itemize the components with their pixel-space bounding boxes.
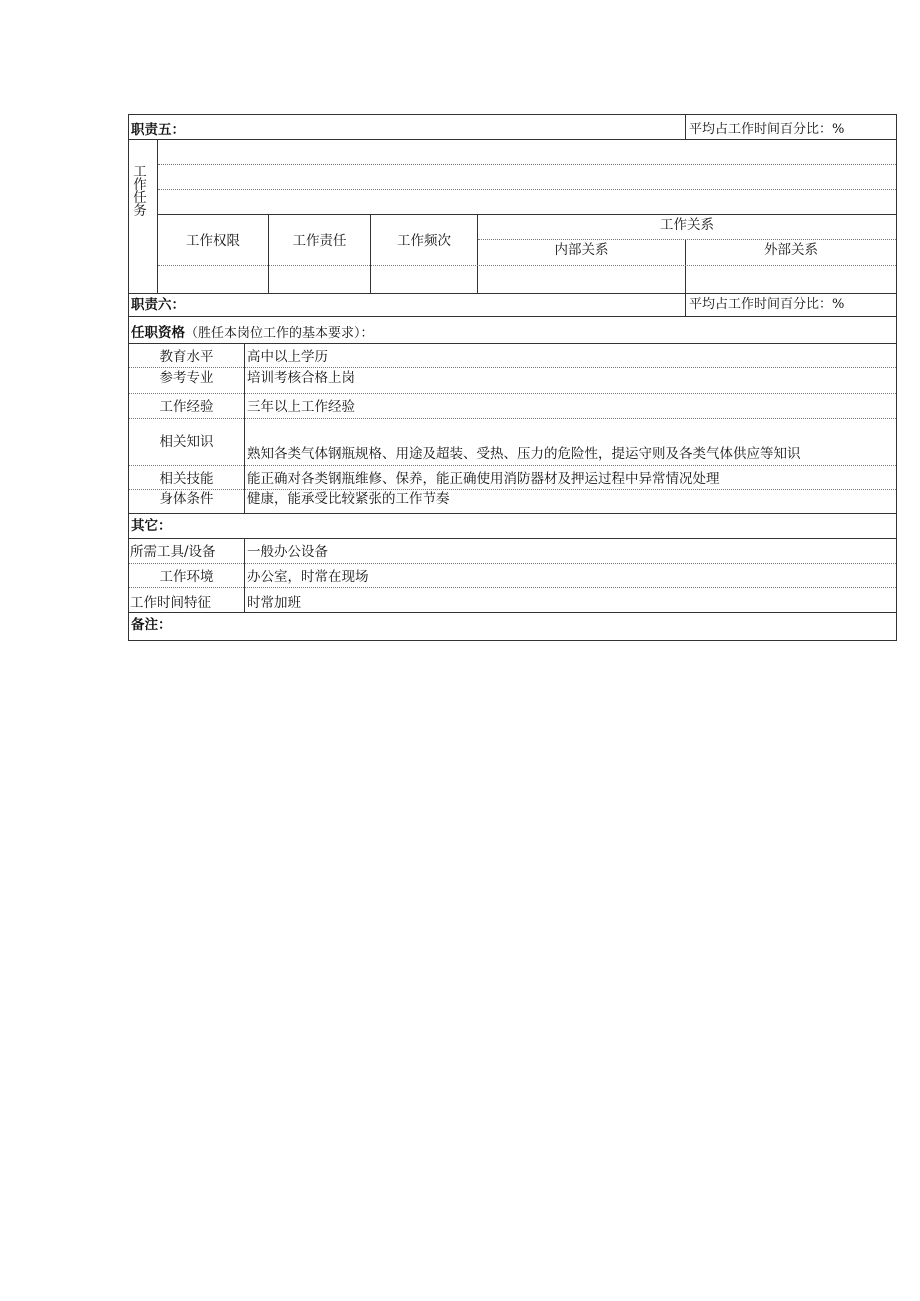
remarks-label: 备注： [131, 617, 172, 633]
header-relations: 工作关系 [660, 217, 714, 233]
header-bottom-line [158, 265, 896, 266]
duty5-divider [685, 114, 686, 140]
col-divider-2 [370, 214, 371, 294]
qual-label-major: 参考专业 [159, 370, 214, 386]
task-line-2 [158, 189, 896, 190]
qualifications-title [131, 324, 374, 343]
qual-row-line [129, 489, 896, 490]
other-value-tools: 一般办公设备 [247, 544, 328, 560]
other-value-environment: 办公室，时常在现场 [247, 569, 369, 585]
row-separator [128, 293, 897, 294]
qual-row-line [129, 465, 896, 466]
header-frequency: 工作频次 [397, 233, 451, 249]
qual-label-knowledge: 相关知识 [159, 434, 214, 450]
header-responsibility: 工作责任 [292, 233, 347, 249]
qual-value-education: 高中以上学历 [247, 349, 328, 365]
other-label-tools: 所需工具/设备 [130, 544, 216, 560]
row-separator [128, 612, 897, 613]
qual-value-knowledge: 熟知各类气体钢瓶规格、用途及超装、受热、压力的危险性，提运守则及各类气体供应等知识 [247, 446, 801, 462]
qual-label-education: 教育水平 [159, 349, 214, 365]
qualifications-title-bold: 任职资格 [131, 325, 185, 341]
row-separator [128, 316, 897, 317]
header-internal: 内部关系 [554, 242, 609, 258]
table-border-right [896, 114, 897, 641]
duty5-label: 职责五： [131, 122, 185, 138]
col-divider-1 [268, 214, 269, 294]
other-row-line [129, 587, 896, 588]
row-separator [128, 513, 897, 514]
duty6-percent-label: 平均占工作时间百分比：% [689, 297, 845, 312]
qual-row-line [129, 367, 896, 368]
row-separator [128, 139, 897, 140]
qual-row-line [129, 393, 896, 394]
qual-value-physical: 健康，能承受比较紧张的工作节奏 [247, 491, 450, 507]
other-row-line [129, 563, 896, 564]
qualifications-title-rest: （胜任本岗位工作的基本要求）： [185, 326, 374, 341]
other-label-worktime: 工作时间特征 [130, 595, 211, 611]
qual-value-major: 培训考核合格上岗 [247, 370, 355, 386]
duty5-percent-label: 平均占工作时间百分比：% [689, 122, 845, 137]
qual-label-skills: 相关技能 [159, 471, 214, 487]
table-border-bottom [128, 640, 897, 641]
other-label-divider [244, 538, 245, 613]
qual-row-line [129, 418, 896, 419]
qual-value-experience: 三年以上工作经验 [247, 399, 355, 415]
other-label-environment: 工作环境 [159, 569, 214, 585]
other-value-worktime: 时常加班 [247, 595, 301, 611]
duty6-divider [685, 293, 686, 317]
qual-label-physical: 身体条件 [159, 491, 214, 507]
duty6-label: 职责六： [131, 297, 185, 313]
qual-label-experience: 工作经验 [159, 399, 214, 415]
qual-value-skills: 能正确对各类钢瓶维修、保养，能正确使用消防器材及押运过程中异常情况处理 [247, 471, 720, 487]
task-side-divider [157, 139, 158, 294]
other-title: 其它： [131, 518, 172, 534]
relations-header-split [478, 239, 896, 240]
table-border-top [128, 114, 897, 115]
task-line-1 [158, 164, 896, 165]
task-side-label: 工作任务 [133, 164, 147, 219]
header-authority: 工作权限 [186, 233, 240, 249]
header-external: 外部关系 [764, 242, 818, 258]
